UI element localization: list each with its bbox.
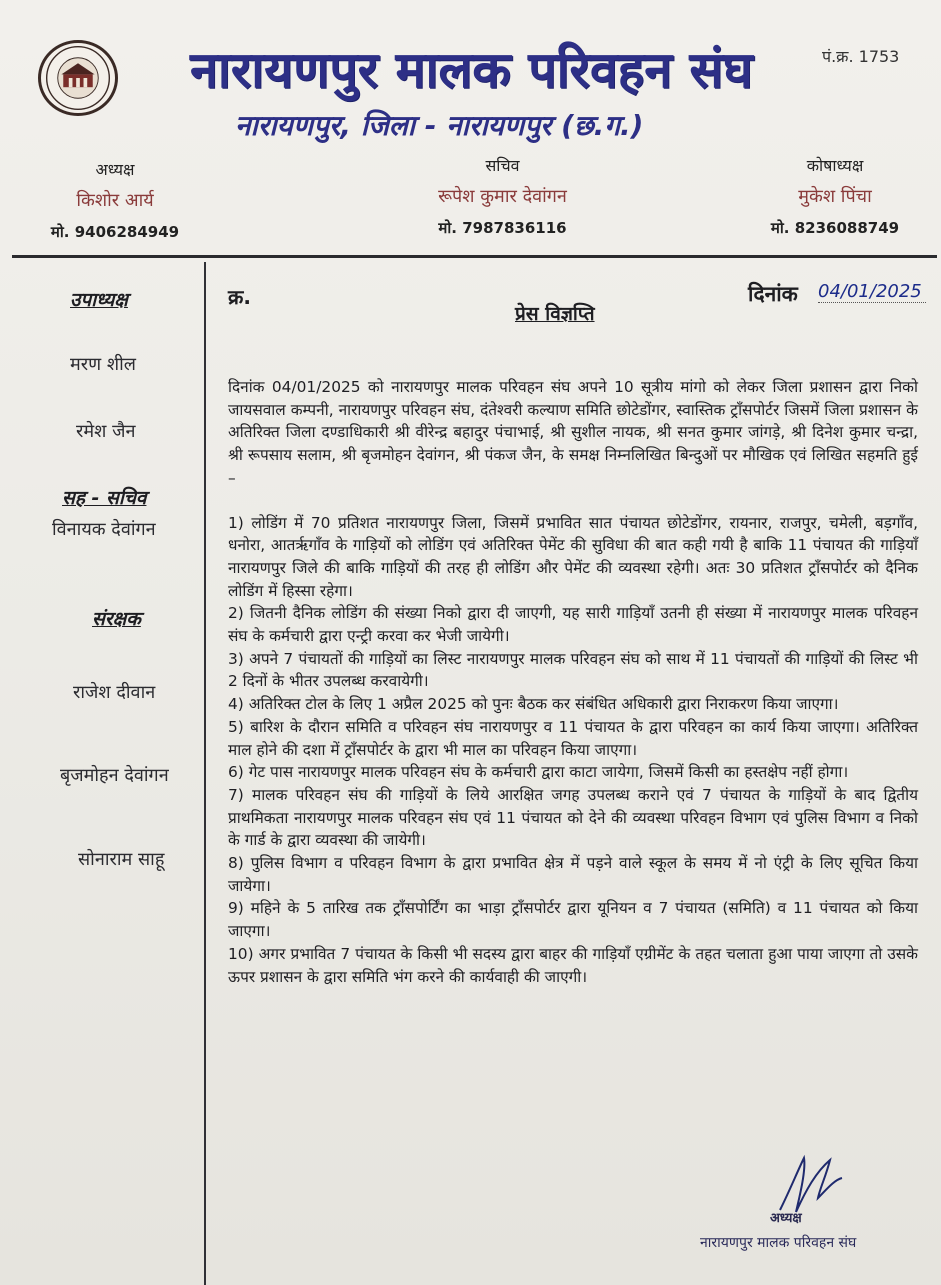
- date-label: दिनांक: [748, 282, 798, 306]
- organization-name: नारायणपुर मालक परिवहन संघ: [190, 41, 753, 99]
- letter-body: [228, 376, 918, 988]
- point-item: 9) महिने के 5 तारिख तक ट्राँसपोर्टिंग का भाड़ा ट्राँसपोर्टर द्वारा यूनियन व 7 पंचायत (समिति) व 11 पंचायत को किया जाएगा।: [228, 899, 918, 941]
- point-item: 2) जितनी दैनिक लोडिंग की संख्या निको द्वारा दी जाएगी, यह सारी गाड़ियाँ उतनी ही संख्या में नारायणपुर मालक परिवहन संघ के कर्मचारी द्वारा एन्ट्री करवा कर भेजी जायेगी।: [228, 604, 918, 646]
- sidebar-divider: [204, 262, 206, 1285]
- officer-phone: मो. 9406284949: [50, 223, 180, 241]
- patron-name: सोनाराम साहू: [78, 849, 165, 870]
- joint-secretary-heading: सह - सचिव: [62, 487, 147, 509]
- intro-paragraph: दिनांक 04/01/2025 को नारायणपुर मालक परिवहन संघ अपने 10 सूत्रीय मांगो को लेकर जिला प्रशासन द्वारा निको जायसवाल कम्पनी, नारायणपुर परिवहन संघ, दंतेश्वरी कल्याण समिति छोटेडोंगर, स्वास्तिक ट्राँसपोर्टर जिसमें जिला प्रशासन के अतिरिक्त जिला दण्डाधिकारी श्री वीरेन्द्र बहादुर पंचाभाई, श्री सुशील नायक, श्री सनत कुमार जांगड़े, श्री दिनेश कुमार चन्द्रा, श्री रूपसाय सलाम, श्री बृजमोहन देवांगन, श्री पंकज जैन, के समक्ष निम्नलिखित बिन्दुओं पर मौखिक एवं लिखित सहमति हुई –: [228, 378, 918, 487]
- officer-role: सचिव: [485, 156, 520, 175]
- vice-president-heading: उपाध्यक्ष: [70, 289, 128, 311]
- organization-seal-logo: [38, 40, 118, 116]
- date-value: 04/01/2025: [818, 281, 926, 303]
- point-item: 10) अगर प्रभावित 7 पंचायत के किसी भी सदस्य द्वारा बाहर की गाड़ियाँ एग्रीमेंट के तहत चलाता हुआ पाया जाएगा तो उसके ऊपर प्रशासन के द्वारा समिति भंग करने की कार्यवाही की जाएगी।: [228, 944, 918, 986]
- officer-name: किशोर आर्य: [76, 190, 154, 211]
- point-item: 1) लोडिंग में 70 प्रतिशत नारायणपुर जिला, जिसमें प्रभावित सात पंचायत छोटेडोंगर, रायनार, राजपुर, चमेली, बड़गाँव, धनोरा, आतरृगाँव के गाड़ियों को लोडिंग एवं अतिरिक्त पेमेंट की सुविधा की बात कही गयी है बाकि 11 पंचायत की गाड़ियाँ नारायणपुर जिले की बाकि गाड़ियों की तरह ही लोडिंग और पेमेंट की व्यवस्था रहेगी। अतः 30 प्रतिशत ट्राँसपोर्टर को दैनिक लोडिंग में हिस्सा रहेगा।: [228, 513, 918, 600]
- point-item: 5) बारिश के दौरान समिति व परिवहन संघ नारायणपुर व 11 पंचायत के द्वारा परिवहन का कार्य किया जाएगा। अतिरिक्त माल होने की दशा में ट्राँसपोर्टर के द्वारा भी माल का परिवहन किया जाएगा।: [228, 717, 918, 759]
- officer-treasurer: [760, 154, 910, 238]
- point-item: 7) मालक परिवहन संघ की गाड़ियों के लिये आरक्षित जगह उपलब्ध कराने एवं 7 पंचायत के गाड़ियों के बाद द्वितीय प्राथमिकता नारायणपुर मालक परिवहन संघ एवं 11 पंचायत को देने की व्यवस्था परिवहन विभाग एवं पुलिस विभाग व निको के गार्ड के द्वारा व्यवस्था की जायेगी।: [228, 785, 918, 850]
- signature-organization: नारायणपुर मालक परिवहन संघ: [700, 1235, 857, 1251]
- registration-number: पं.क्र. 1753: [822, 47, 900, 66]
- point-item: 3) अपने 7 पंचायतों की गाड़ियों का लिस्ट नारायणपुर मालक परिवहन संघ को साथ में 11 पंचायतों की गाड़ियों की लिस्ट भी 2 दिनों के भीतर उपलब्ध करवायेगी।: [228, 649, 918, 691]
- point-item: 6) गेट पास नारायणपुर मालक परिवहन संघ के कर्मचारी द्वारा काटा जायेगा, जिसमें किसी का हस्तक्षेप नहीं होगा।: [228, 763, 849, 782]
- officer-role: अध्यक्ष: [95, 160, 135, 179]
- point-item: 8) पुलिस विभाग व परिवहन विभाग के द्वारा प्रभावित क्षेत्र में पड़ने वाले स्कूल के समय में नो एंट्री के लिए सूचित किया जायेगा।: [228, 854, 918, 895]
- officer-name: रूपेश कुमार देवांगन: [438, 186, 567, 207]
- vice-president-name: मरण शील: [70, 354, 136, 375]
- officer-name: मुकेश पिंचा: [798, 186, 872, 207]
- signature-role: अध्यक्ष: [770, 1211, 802, 1226]
- officer-phone: मो. 8236088749: [770, 219, 900, 237]
- officer-phone: मो. 7987836116: [438, 219, 567, 237]
- patron-name: राजेश दीवान: [73, 682, 156, 703]
- joint-secretary-name: विनायक देवांगन: [52, 519, 156, 540]
- vice-president-name: रमेश जैन: [76, 421, 136, 442]
- officer-role: कोषाध्यक्ष: [806, 156, 864, 175]
- patron-name: बृजमोहन देवांगन: [60, 765, 169, 786]
- officer-president: [40, 158, 190, 242]
- press-release-title: प्रेस विज्ञप्ति: [515, 303, 595, 325]
- patron-heading: संरक्षक: [92, 608, 141, 630]
- officer-secretary: [395, 154, 610, 238]
- header-divider: [12, 255, 937, 258]
- reference-label: क्र.: [228, 285, 251, 309]
- organization-address: नारायणपुर, जिला - नारायणपुर (छ.ग.): [235, 109, 644, 142]
- point-item: 4) अतिरिक्त टोल के लिए 1 अप्रैल 2025 को पुनः बैठक कर संबंधित अधिकारी द्वारा निराकरण किया जाएगा।: [228, 695, 839, 714]
